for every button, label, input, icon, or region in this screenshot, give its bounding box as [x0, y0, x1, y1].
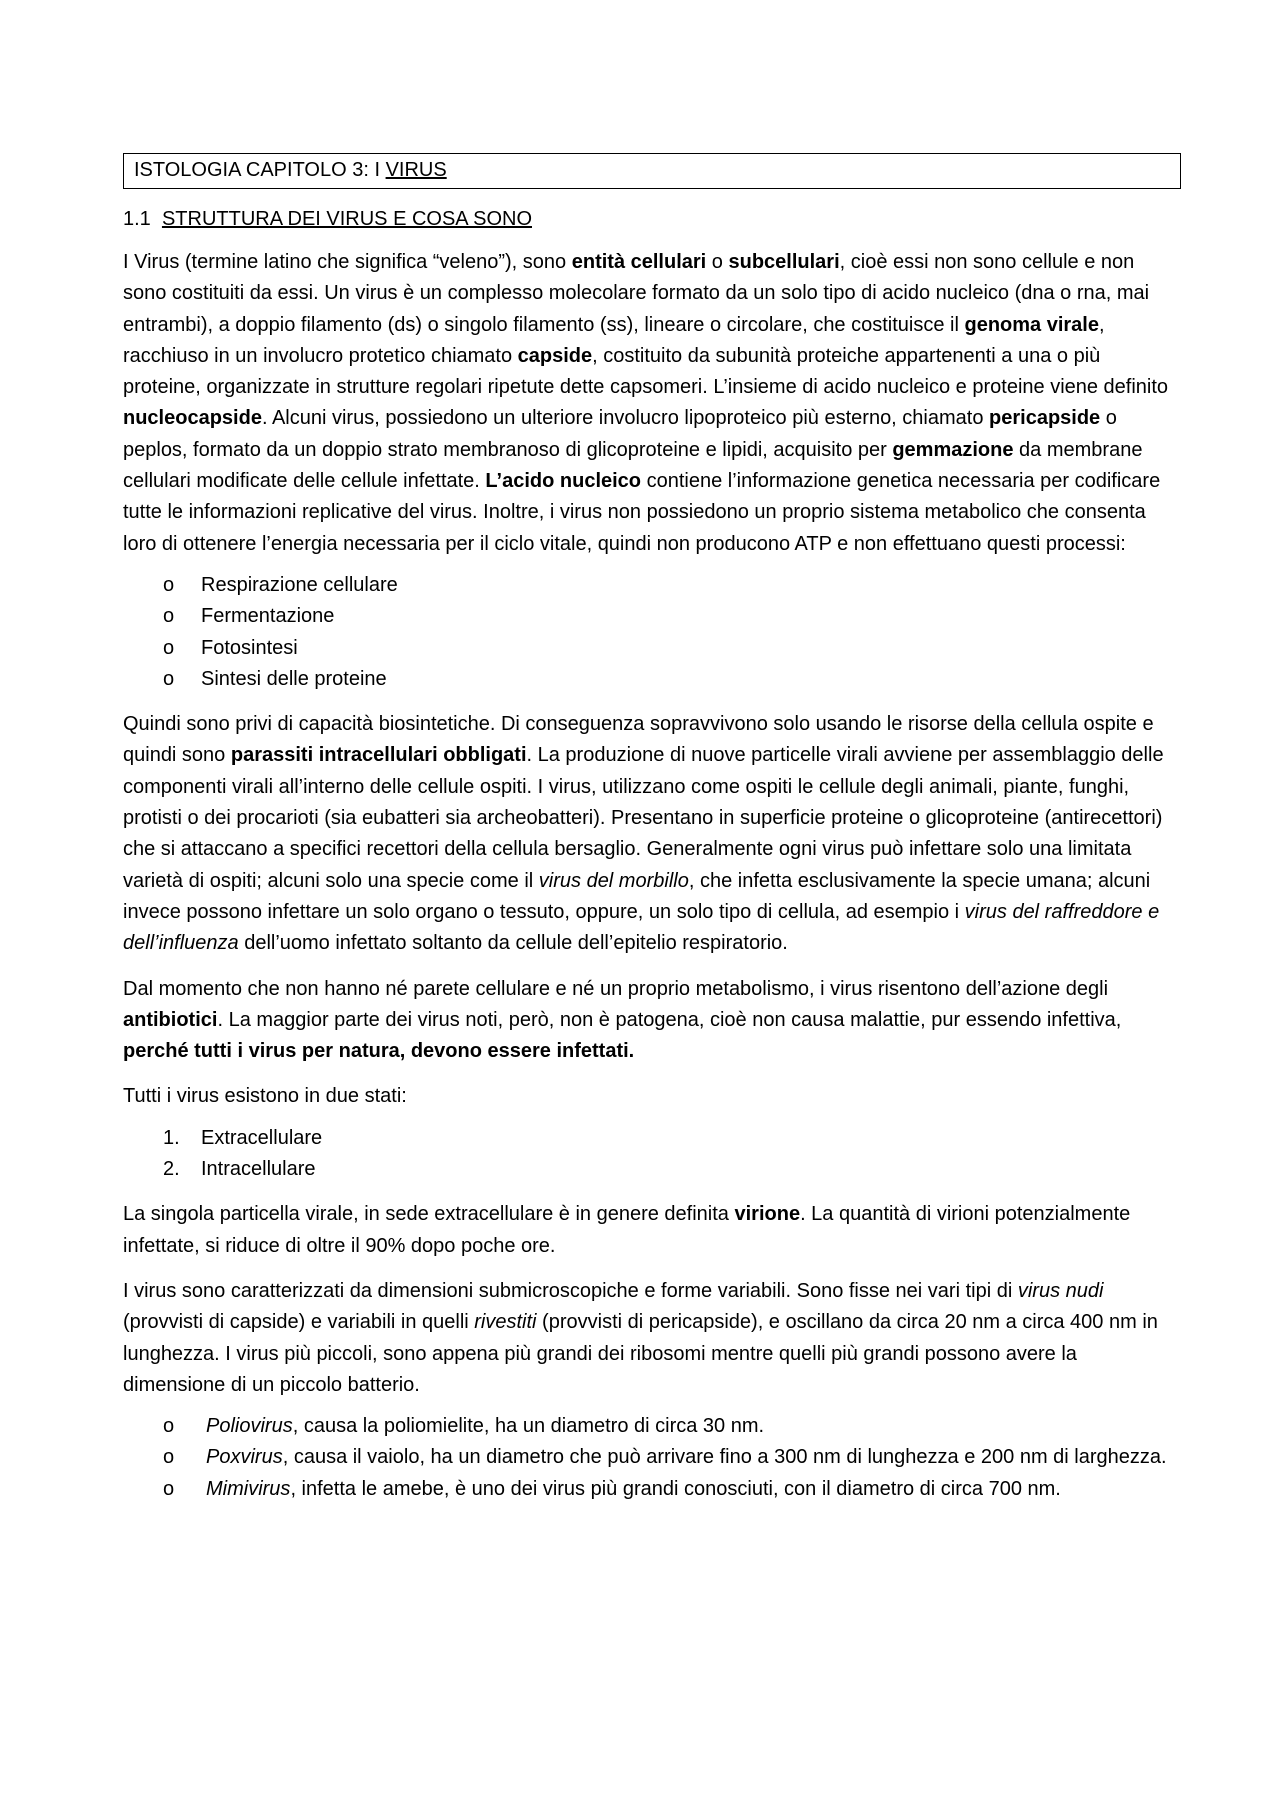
paragraph-parasites [123, 709, 1181, 959]
text-run: . Alcuni virus, possiedono un ulteriore involucro lipoproteico più esterno, chiamato [261, 407, 990, 430]
list-item-label: Extracellulare [201, 1126, 323, 1149]
bullet-marker: o [163, 573, 175, 596]
text-run: Quindi sono privi di capacità biosintetiche. Di conseguenza sopravvivono solo usando le risorse della cellula ospite e quindi sono [123, 713, 1154, 767]
bold-term: entità cellulari [571, 251, 707, 273]
text-run: , che infetta esclusivamente la specie umana; alcuni invece possono infettare un solo organo o tessuto, oppure, un solo tipo di cellula, ad esempio i [123, 869, 1151, 923]
list-item-label: Fotosintesi [201, 636, 298, 659]
bold-term: subcellulari [728, 251, 840, 273]
italic-term: virus del morbillo [538, 869, 689, 892]
text-run: , costituito da subunità proteiche appartenenti a una o più proteine, organizzate in strutture regolari ripetute dette capsomeri. L’insieme di acido nucleico e proteine viene definito [123, 344, 1169, 399]
bold-term: genoma virale [964, 313, 1099, 336]
virus-name: Poxvirus [206, 1446, 283, 1469]
list-item [123, 633, 1181, 664]
paragraph-dimensions [123, 1276, 1181, 1401]
paragraph-states-intro: Tutti i virus esistono in due stati: [123, 1085, 407, 1108]
text-run: (provvisti di pericapside), e oscillano da circa 20 nm a circa 400 nm in lunghezza. I virus più piccoli, sono appena più grandi dei ribosomi mentre quelli più grandi possono avere la dimensione di un piccolo batterio. [123, 1311, 1158, 1396]
paragraph-virion [123, 1199, 1181, 1262]
list-item [123, 570, 1181, 601]
list-item [123, 1411, 1181, 1442]
bold-term: perché tutti i virus per natura, devono essere infettati. [123, 1040, 635, 1063]
text-run: o peplos, formato da un doppio strato membranoso di glicoproteine e lipidi, acquisito per [123, 407, 1117, 461]
bullet-marker: o [163, 605, 175, 628]
bold-term: capside [517, 344, 593, 367]
list-item-label: Intracellulare [201, 1158, 316, 1181]
chapter-title: ISTOLOGIA CAPITOLO 3: I [134, 159, 386, 181]
list-item [123, 601, 1181, 632]
document-page [123, 153, 1181, 1505]
section-number: 1.1 [123, 208, 151, 230]
list-item-label: Fermentazione [201, 605, 335, 628]
text-run: (provvisti di capside) e variabili in quelli [123, 1311, 475, 1334]
chapter-title-box [123, 153, 1181, 189]
bold-term: nucleocapside [123, 407, 262, 430]
italic-term: virus nudi [1017, 1279, 1104, 1302]
text-run: . La produzione di nuove particelle virali avviene per assemblaggio delle componenti virali all’interno delle cellule ospiti. I virus, utilizzano come ospiti le cellule degli animali, piante, funghi, protisti o dei procarioti (sia eubatteri sia archeobatteri). Presentano in superficie proteine o glicoproteine (antirecettori) che si attaccano a specifici recettori della cellula bersaglio. Generalmente ogni virus può infettare solo una limitata varietà di ospiti; alcuni solo una specie come il [123, 744, 1164, 892]
list-item [123, 1154, 1181, 1185]
text-run: , cioè essi non sono cellule e non sono costituiti da essi. Un virus è un complesso molecolare formato da un solo tipo di acido nucleico (dna o rna, mai entrambi), a doppio filamento (ds) o singolo filamento (ss), lineare o circolare, che costituisce il [123, 251, 1150, 336]
list-number: 1. [163, 1126, 180, 1149]
list-item-label: Sintesi delle proteine [201, 667, 387, 690]
bullet-marker: o [163, 636, 175, 659]
italic-term: virus del raffreddore e dell’influenza [123, 900, 1160, 955]
bold-term: pericapside [989, 407, 1101, 430]
text-run: I Virus (termine latino che significa “veleno”), sono [123, 251, 572, 273]
text-run: contiene l’informazione genetica necessaria per codificare tutte le informazioni replicative del virus. Inoltre, i virus non possiedono un proprio sistema metabolico che consenta loro di ottenere l’energia necessaria per il ciclo vitale, quindi non producono ATP e non effettuano questi processi: [123, 470, 1161, 555]
bold-term: L’acido nucleico [485, 470, 642, 493]
virus-name: Mimivirus [206, 1477, 291, 1500]
bold-term: parassiti intracellulari obbligati [230, 744, 527, 767]
processes-list [123, 570, 1181, 695]
text-run: , racchiuso in un involucro protetico chiamato [123, 313, 1105, 367]
list-item-label: Respirazione cellulare [201, 573, 398, 596]
bullet-marker: o [163, 667, 175, 690]
virus-name: Poliovirus [206, 1415, 293, 1438]
text-run: I virus sono caratterizzati da dimensioni submicroscopiche e forme variabili. Sono fisse nei vari tipi di [123, 1279, 1018, 1302]
chapter-title-underlined: VIRUS [385, 159, 447, 181]
section-heading [123, 205, 1181, 233]
bullet-marker: o [163, 1477, 175, 1500]
list-number: 2. [163, 1158, 180, 1181]
list-item-text: , infetta le amebe, è uno dei virus più grandi conosciuti, con il diametro di circa 700 nm. [290, 1477, 1061, 1500]
list-item [123, 664, 1181, 695]
bold-term: antibiotici [123, 1008, 218, 1031]
text-run: La singola particella virale, in sede extracellulare è in genere definita [123, 1203, 735, 1226]
list-item [123, 1123, 1181, 1154]
bold-term: virione [734, 1203, 801, 1226]
text-run: Dal momento che non hanno né parete cellulare e né un proprio metabolismo, i virus risentono dell’azione degli [123, 977, 1109, 1000]
bold-term: gemmazione [892, 438, 1014, 461]
text-run: . La maggior parte dei virus noti, però, non è patogena, cioè non causa malattie, pur essendo infettiva, [217, 1008, 1122, 1031]
bullet-marker: o [163, 1415, 175, 1438]
section-title: STRUTTURA DEI VIRUS E COSA SONO [161, 208, 532, 230]
bullet-marker: o [163, 1446, 175, 1469]
paragraph-antibiotics [123, 974, 1181, 1068]
list-item-text: , causa la poliomielite, ha un diametro di circa 30 nm. [292, 1415, 765, 1438]
list-item [123, 1442, 1181, 1473]
virus-examples-list [123, 1411, 1181, 1505]
text-run: . La quantità di virioni potenzialmente infettate, si riduce di oltre il 90% dopo poche ore. [123, 1203, 1131, 1257]
list-item [123, 1474, 1181, 1505]
states-list [123, 1123, 1181, 1186]
text-run: dell’uomo infettato soltanto da cellule dell’epitelio respiratorio. [238, 932, 788, 955]
italic-term: rivestiti [474, 1311, 537, 1334]
text-run: o [706, 251, 729, 273]
text-run: da membrane cellulari modificate delle cellule infettate. [123, 438, 1143, 493]
list-item-text: , causa il vaiolo, ha un diametro che può arrivare fino a 300 nm di lunghezza e 200 nm di larghezza. [282, 1446, 1167, 1469]
paragraph-intro [123, 247, 1181, 560]
